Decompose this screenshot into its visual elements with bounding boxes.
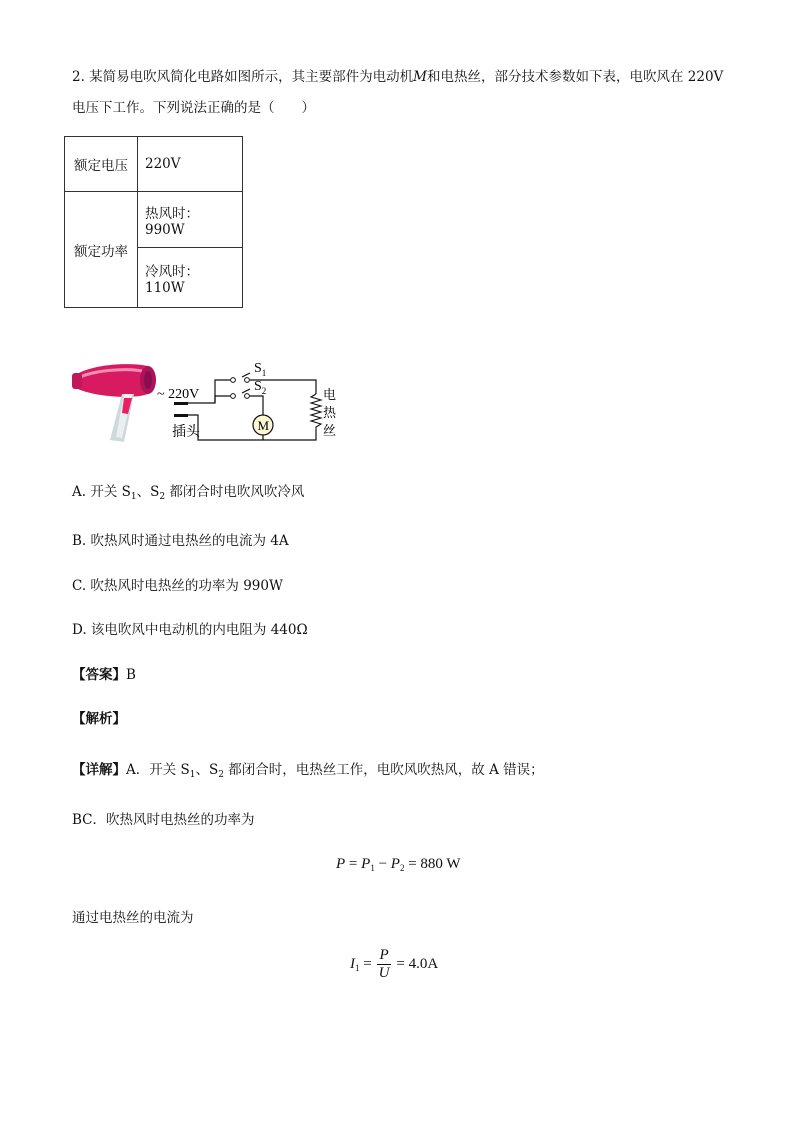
fraction-numerator: P [379,947,389,963]
subscript: 1 [355,962,360,973]
formula-result: = 4.0A [392,955,439,972]
circuit-wires [188,373,316,440]
detail-text: 都闭合时，电热丝工作，电吹风吹热风，故 A 错误； [224,762,544,778]
detail-text: A．开关 S [126,762,190,778]
option-d: D. 该电吹风中电动机的内电阻为 440Ω [72,622,308,638]
plug-prong-icon [174,414,188,417]
cold-wind-power: 冷风时：110W [138,248,243,308]
switch-s1-label: $S_1$ [254,361,267,378]
option-c: C. 吹热风时电热丝的功率为 990W [72,578,283,594]
hot-wind-power: 热风时：990W [138,192,243,248]
formula-symbol: P [361,856,371,872]
hair-dryer-image [72,364,156,442]
formula-symbol: P [390,856,400,872]
plug-prong-icon [174,402,188,405]
heater-label-char: 丝 [323,424,337,439]
question-text: 2. 某简易电吹风简化电路如图所示，其主要部件为电动机 [72,69,414,85]
detail-line-a [72,760,544,782]
formula-current [350,947,438,982]
answer-value: B [126,667,136,683]
table-row [65,192,243,248]
answer-label: 【答案】 [72,667,126,683]
heater-label-char: 电 [323,388,337,403]
rated-voltage-value: 220V [138,137,243,192]
switch-s2-contact-icon [245,394,250,399]
detail-label: 【详解】 [72,762,126,778]
detail-line-current: 通过电热丝的电流为 [72,910,194,926]
subscript: 1 [130,492,137,502]
option-a [72,482,304,504]
source-label: ~ 220V [157,387,200,402]
subscript: 1 [370,863,375,873]
circuit-figure [70,360,340,450]
formula-symbol: I [350,955,355,972]
option-text: 都闭合时电吹风吹冷风 [165,484,305,500]
motor-symbol: M [413,69,427,85]
analysis-label: 【解析】 [72,711,126,727]
option-text: A. 开关 S [72,484,131,500]
subscript: 1 [189,770,196,780]
detail-line-bc: BC．吹热风时电热丝的功率为 [72,812,255,828]
rated-power-label: 额定功率 [65,192,138,308]
switch-s1-contact-icon [231,378,236,383]
answer-line [72,665,136,685]
formula-operator: = [359,955,376,972]
subscript: 2 [159,492,166,502]
subscript: 2 [399,863,405,873]
subscript: 2 [218,770,225,780]
formula-symbol: P [336,856,346,872]
motor-label: M [257,418,270,433]
heater-label-char: 热 [323,406,337,421]
formula-operator: = [345,856,362,872]
plug-label: 插头 [172,424,200,440]
detail-text: 、S [195,762,219,778]
fraction-denominator: U [378,965,390,981]
switch-s2-label: $S_2$ [254,379,267,396]
question-line-1 [72,67,723,87]
switch-s1-contact-icon [245,378,250,383]
formula-result: = 880 W [404,856,461,872]
option-text: 、S [136,484,160,500]
formula-power [336,856,461,873]
option-b: B. 吹热风时通过电热丝的电流为 4A [72,533,289,549]
switch-s2-contact-icon [231,394,236,399]
question-text: 和电热丝，部分技术参数如下表，电吹风在 220V [427,69,724,85]
formula-operator: − [374,856,391,872]
fraction [377,947,390,982]
parameter-table [64,136,243,308]
table-row [65,137,243,192]
question-line-2: 电压下工作。下列说法正确的是（ ） [72,100,315,116]
rated-voltage-label: 额定电压 [65,137,138,192]
heater-resistor-icon [311,394,321,430]
